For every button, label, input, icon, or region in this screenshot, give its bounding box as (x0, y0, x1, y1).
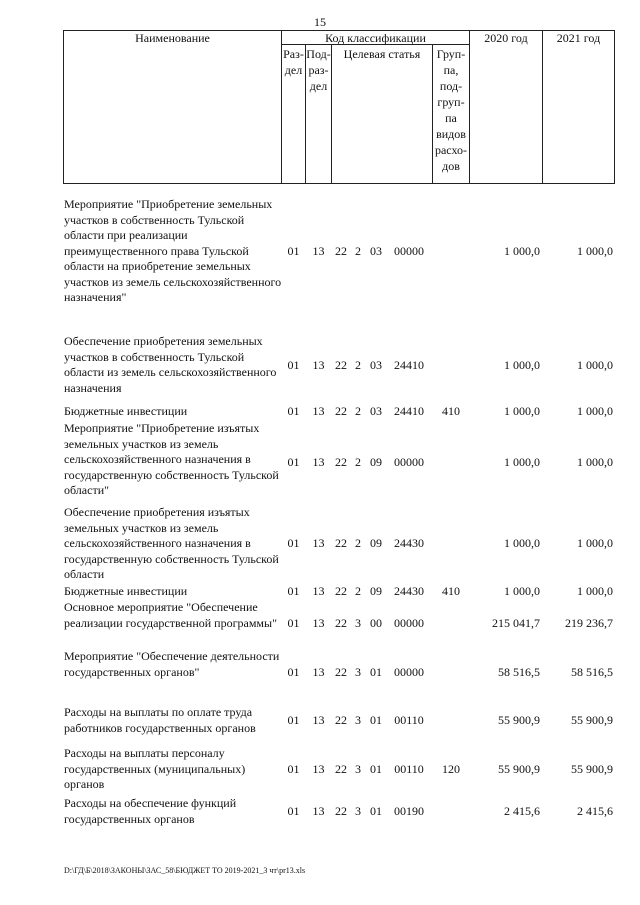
cell-v2021: 55 900,9 (571, 762, 613, 776)
cell-v2021: 1 000,0 (577, 584, 613, 598)
cell-cs4: 24410 (394, 358, 424, 372)
row-name: Основное мероприятие "Обеспечение реализации государственной программы" (64, 600, 277, 630)
header-name: Наименование (135, 31, 210, 45)
cell-cs4: 24410 (394, 404, 424, 418)
cell-cs2: 2 (355, 584, 361, 598)
cell-pr: 13 (312, 244, 325, 258)
header-code: Код классификации (325, 31, 426, 45)
cell-pr: 13 (312, 665, 325, 679)
header-target: Целевая статья (343, 47, 421, 61)
cell-vr: 410 (442, 404, 460, 418)
cell-cs4: 00110 (394, 762, 424, 776)
cell-cs1: 22 (335, 713, 347, 727)
cell-cs3: 01 (370, 665, 382, 679)
cell-rz: 01 (287, 244, 300, 258)
cell-cs3: 09 (370, 536, 382, 550)
row-name: Расходы на обеспечение функций государственных органов (64, 796, 237, 826)
cell-v2021: 1 000,0 (577, 455, 613, 469)
row-name: Мероприятие "Приобретение изъятых земельных участков из земель сельскохозяйственного назначения в государственную собственность Тульской области" (64, 421, 279, 497)
cell-cs2: 3 (355, 665, 361, 679)
cell-cs2: 3 (355, 713, 361, 727)
cell-rz: 01 (287, 404, 300, 418)
cell-cs3: 01 (370, 804, 382, 818)
cell-cs2: 2 (355, 455, 361, 469)
cell-vr: 120 (442, 762, 460, 776)
cell-cs1: 22 (335, 358, 347, 372)
col-border-subsection (331, 44, 332, 184)
cell-cs3: 09 (370, 584, 382, 598)
cell-cs2: 2 (355, 536, 361, 550)
cell-cs1: 22 (335, 455, 347, 469)
row-name: Расходы на выплаты персоналу государственных (муниципальных) органов (64, 746, 246, 791)
cell-pr: 13 (312, 404, 325, 418)
header-2020: 2020 год (484, 31, 528, 45)
row-name: Бюджетные инвестиции (64, 584, 188, 598)
cell-cs4: 24430 (394, 584, 424, 598)
cell-pr: 13 (312, 713, 325, 727)
cell-rz: 01 (287, 358, 300, 372)
cell-rz: 01 (287, 713, 300, 727)
cell-pr: 13 (312, 762, 325, 776)
cell-v2020: 55 900,9 (498, 713, 540, 727)
row-name: Обеспечение приобретения земельных участков в собственность Тульской области из земель сельскохозяйственного назначения (64, 334, 277, 395)
cell-cs1: 22 (335, 536, 347, 550)
cell-v2020: 1 000,0 (504, 536, 540, 550)
cell-vr: 410 (442, 584, 460, 598)
row-name: Мероприятие "Приобретение земельных участков в собственность Тульской области при реализации преимущественного права Тульской области на приобретение земельных участков из земель сельскохозяйственного назначения" (64, 197, 282, 304)
cell-cs1: 22 (335, 616, 347, 630)
col-border-right (614, 30, 615, 184)
cell-v2020: 1 000,0 (504, 584, 540, 598)
cell-pr: 13 (312, 804, 325, 818)
cell-cs2: 2 (355, 358, 361, 372)
cell-rz: 01 (287, 804, 300, 818)
col-border-group (469, 30, 470, 184)
row-name: Обеспечение приобретения изъятых земельных участков из земель сельскохозяйственного назначения в государственную собственность Тульской области (64, 505, 279, 581)
cell-rz: 01 (287, 584, 300, 598)
cell-cs3: 01 (370, 713, 382, 727)
cell-v2021: 219 236,7 (565, 616, 613, 630)
cell-cs1: 22 (335, 804, 347, 818)
cell-cs3: 03 (370, 244, 382, 258)
header-bottom-border (63, 183, 614, 184)
cell-cs4: 00000 (394, 665, 424, 679)
cell-v2021: 1 000,0 (577, 358, 613, 372)
cell-cs2: 3 (355, 804, 361, 818)
cell-cs3: 03 (370, 358, 382, 372)
cell-rz: 01 (287, 762, 300, 776)
cell-cs4: 00110 (394, 713, 424, 727)
cell-cs3: 09 (370, 455, 382, 469)
cell-rz: 01 (287, 616, 300, 630)
cell-cs2: 3 (355, 616, 361, 630)
cell-cs3: 03 (370, 404, 382, 418)
page-number: 15 (314, 15, 326, 29)
cell-v2020: 215 041,7 (492, 616, 540, 630)
header-2021: 2021 год (556, 31, 601, 45)
cell-v2020: 1 000,0 (504, 358, 540, 372)
file-path-footer: D:\ГД\Б\2018\ЗАКОНЫ\ЗАС_58\БЮДЖЕТ ТО 2019-2021_3 чт\pr13.xls (64, 866, 306, 875)
cell-v2021: 55 900,9 (571, 713, 613, 727)
cell-v2020: 1 000,0 (504, 404, 540, 418)
cell-pr: 13 (312, 455, 325, 469)
row-name: Бюджетные инвестиции (64, 404, 188, 418)
cell-cs1: 22 (335, 665, 347, 679)
cell-cs4: 24430 (394, 536, 424, 550)
cell-cs2: 2 (355, 244, 361, 258)
cell-cs1: 22 (335, 762, 347, 776)
cell-v2020: 1 000,0 (504, 244, 540, 258)
col-border-2020 (542, 30, 543, 184)
cell-v2021: 1 000,0 (577, 244, 613, 258)
cell-cs4: 00190 (394, 804, 424, 818)
cell-cs1: 22 (335, 584, 347, 598)
cell-v2020: 1 000,0 (504, 455, 540, 469)
cell-cs1: 22 (335, 404, 347, 418)
cell-cs1: 22 (335, 244, 347, 258)
cell-cs2: 3 (355, 762, 361, 776)
cell-cs3: 00 (370, 616, 382, 630)
cell-cs2: 2 (355, 404, 361, 418)
cell-rz: 01 (287, 536, 300, 550)
col-border-left (63, 30, 64, 184)
cell-v2021: 2 415,6 (577, 804, 613, 818)
cell-cs4: 00000 (394, 616, 424, 630)
cell-v2020: 2 415,6 (504, 804, 540, 818)
cell-pr: 13 (312, 536, 325, 550)
cell-cs4: 00000 (394, 244, 424, 258)
cell-v2021: 58 516,5 (571, 665, 613, 679)
cell-rz: 01 (287, 665, 300, 679)
cell-pr: 13 (312, 616, 325, 630)
cell-v2021: 1 000,0 (577, 536, 613, 550)
cell-pr: 13 (312, 358, 325, 372)
cell-rz: 01 (287, 455, 300, 469)
cell-cs3: 01 (370, 762, 382, 776)
row-name: Мероприятие "Обеспечение деятельности государственных органов" (64, 649, 280, 679)
cell-v2020: 55 900,9 (498, 762, 540, 776)
cell-cs4: 00000 (394, 455, 424, 469)
cell-pr: 13 (312, 584, 325, 598)
cell-v2021: 1 000,0 (577, 404, 613, 418)
row-name: Расходы на выплаты по оплате труда работников государственных органов (64, 705, 256, 735)
cell-v2020: 58 516,5 (498, 665, 540, 679)
